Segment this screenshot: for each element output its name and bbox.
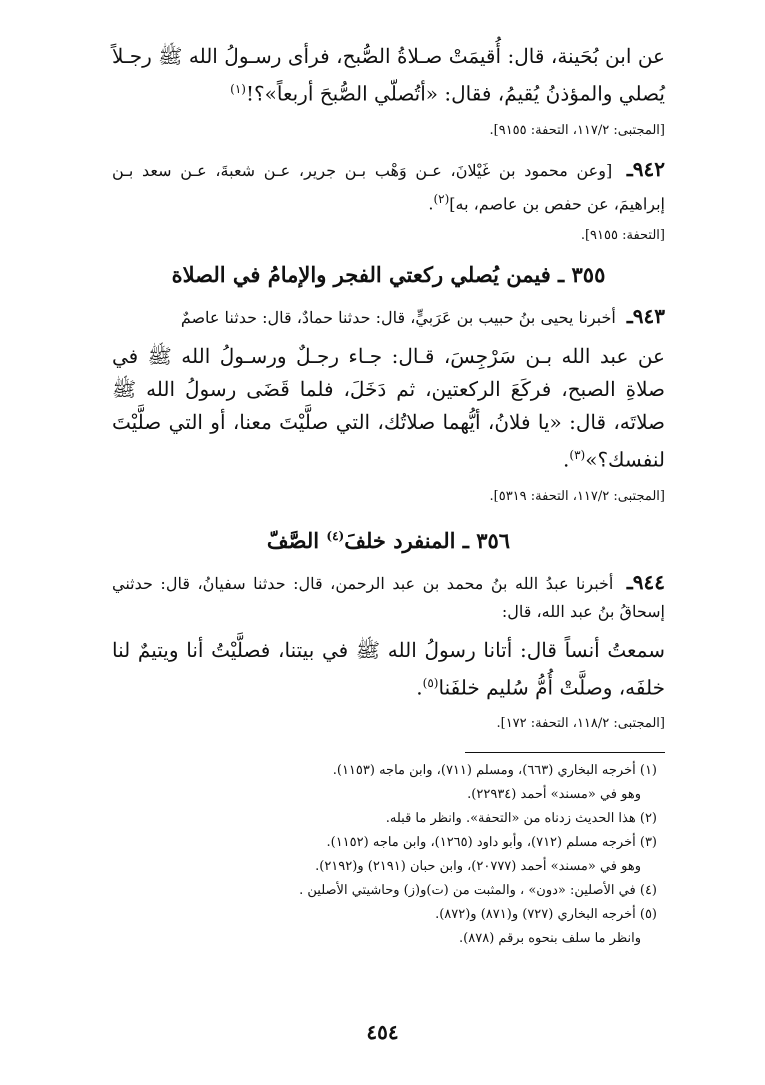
footnote-2: (٢) هذا الحديث زدناه من «التحفة». وانظر ما قبله. bbox=[385, 811, 657, 827]
reference-941: [المجتبى: ١١٧/٢، التحفة: ٩١٥٥]. bbox=[489, 122, 665, 138]
hadith-942-body: [وعن محمود بن غَيْلانَ، عـن وَهْب بـن جرير، عـن شعبةَ، عـن سعد بـن إبراهيمَ، عن حفص بن عاصم، به] bbox=[112, 160, 665, 213]
chapter-356-title-end: الصَّفّ bbox=[266, 527, 320, 553]
hadith-943-isnad bbox=[112, 302, 665, 332]
footnote-ref-2: (٢) bbox=[433, 191, 450, 206]
hadith-944-matn bbox=[112, 634, 665, 705]
hadith-943-number: ٩٤٣ـ bbox=[626, 303, 665, 328]
hadith-944-number: ٩٤٤ـ bbox=[626, 569, 665, 594]
footnote-ref-1: (١) bbox=[230, 82, 246, 96]
hadith-944-chain: أخبرنا عبدُ الله بنُ محمد بن عبد الرحمن، قال: حدثنا سفيانُ، قال: حدثني إسحاقُ بنُ عبد الله، قال: bbox=[112, 573, 665, 621]
footnote-ref-5: (٥) bbox=[422, 675, 439, 690]
hadith-941-body: عن ابن بُحَينة، قال: أُقيمَتْ صـلاةُ الصُّبح، فرأى رسـولُ الله ﷺ رجـلاً يُصلي والمؤذنُ يُقيمُ، فقال: «أتُصلّي الصُّبحَ أربعاً»؟! bbox=[112, 44, 665, 106]
hadith-943-chain: أخبرنا يحيى بنُ حبيب بن عَرَبيٍّ، قال: حدثنا حمادٌ، قال: حدثنا عاصمٌ bbox=[180, 307, 616, 327]
hadith-942-number: ٩٤٢ـ bbox=[626, 156, 665, 181]
footnote-5: (٥) أخرجه البخاري (٧٢٧) و(٨٧١) و(٨٧٢). bbox=[435, 907, 657, 923]
footnote-ref-4: (٤) bbox=[326, 528, 345, 543]
footnote-4: (٤) في الأصلين: «دون» ، والمثبت من (ت)و(ز) وحاشيتي الأصلين . bbox=[299, 883, 657, 899]
hadith-943-tail: . bbox=[563, 447, 570, 472]
hadith-941-text bbox=[112, 40, 665, 111]
footnote-ref-3: (٣) bbox=[569, 447, 586, 462]
hadith-942 bbox=[112, 155, 665, 218]
page-number: ٤٥٤ bbox=[366, 1020, 399, 1044]
reference-943: [المجتبى: ١١٧/٢، التحفة: ٥٣١٩]. bbox=[489, 488, 665, 504]
hadith-942-tail: . bbox=[428, 193, 434, 213]
hadith-944-isnad bbox=[112, 568, 665, 626]
footnote-divider bbox=[465, 752, 665, 753]
chapter-356-heading bbox=[112, 521, 665, 556]
footnote-1: (١) أخرجه البخاري (٦٦٣)، ومسلم (٧١١)، وابن ماجه (١١٥٣). bbox=[332, 763, 657, 779]
footnote-3: (٣) أخرجه مسلم (٧١٢)، وأبو داود (١٢٦٥)، وابن ماجه (١١٥٢). bbox=[326, 835, 657, 851]
footnote-1-continued: وهو في «مسند» أحمد (٢٢٩٣٤). bbox=[467, 787, 641, 803]
hadith-943-matn bbox=[112, 340, 665, 477]
footnote-3-continued: وهو في «مسند» أحمد (٢٠٧٧٧)، وابن حبان (٢١٩١) و(٢١٩٢). bbox=[315, 859, 641, 875]
chapter-356-title: ٣٥٦ ـ المنفرد خلفَ bbox=[344, 527, 511, 553]
hadith-944-tail: . bbox=[416, 675, 423, 700]
hadith-944-body: سمعتُ أنساً قال: أتانا رسولُ الله ﷺ في بيتنا، فصلَّيْتُ أنا ويتيمٌ لنا خلفَه، وصلَّتْ أُمُّ سُليم خلفَنا bbox=[112, 637, 665, 700]
footnote-5-continued: وانظر ما سلف بنحوه برقم (٨٧٨). bbox=[459, 931, 641, 947]
hadith-943-body: عن عبد الله بـن سَرْجِسَ، قـال: جـاء رجـلٌ ورسـولُ الله ﷺ في صلاةِ الصبح، فركَعَ الركعتين، ثم دَخَلَ، فلما قَضَى رسولُ الله ﷺ صلاتَه، قال: «يا فلانُ، أيُّهما صلاتُك، التي صلَّيْتَ معنا، أو التي صلَّيْتَ لنفسك؟» bbox=[112, 343, 665, 472]
reference-944: [المجتبى: ١١٨/٢، التحفة: ١٧٢]. bbox=[496, 716, 665, 732]
footnotes bbox=[112, 759, 665, 951]
chapter-355-heading: ٣٥٥ ـ فيمن يُصلي ركعتي الفجر والإمامُ في الصلاة bbox=[171, 261, 606, 287]
reference-942: [التحفة: ٩١٥٥]. bbox=[580, 227, 665, 243]
